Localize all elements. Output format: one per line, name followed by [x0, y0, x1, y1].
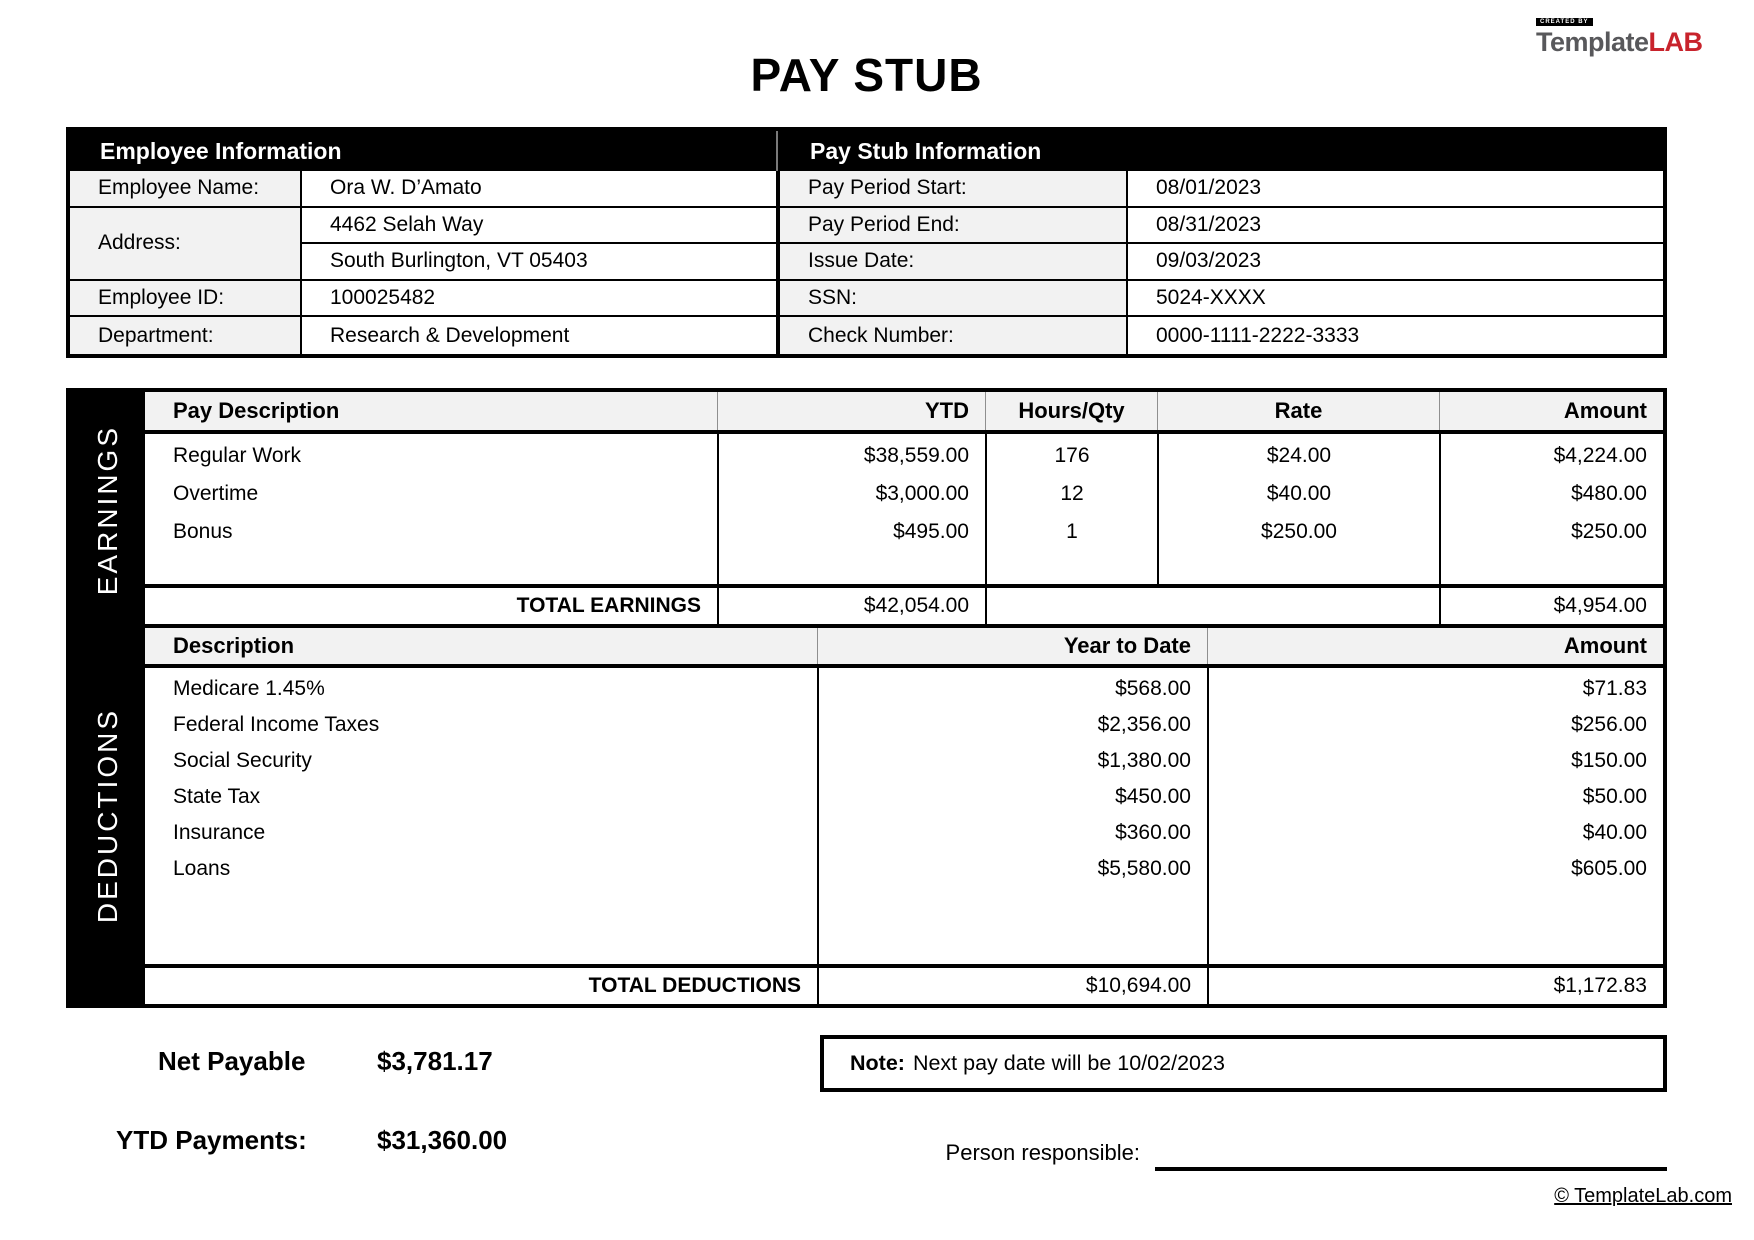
period-start-value: 08/01/2023: [1128, 171, 1663, 208]
earnings-row-amount: $480.00: [1571, 482, 1647, 505]
total-earnings-amount: $4,954.00: [1439, 588, 1663, 624]
table-content: [145, 392, 1663, 1004]
deductions-section-tab: [70, 628, 145, 1004]
deductions-header-row: [145, 624, 1663, 668]
earnings-section-label: EARNINGS: [91, 424, 123, 596]
earnings-header-row: [145, 392, 1663, 434]
earnings-row-amount: $4,224.00: [1553, 444, 1647, 467]
earnings-row-description: Bonus: [173, 520, 233, 543]
deduction-row-description: Federal Income Taxes: [173, 713, 380, 736]
col-amount: Amount: [1439, 392, 1663, 430]
note-label: Note:: [850, 1051, 905, 1075]
paystub-information-grid: [780, 171, 1663, 354]
earnings-rate-column: [1157, 434, 1439, 584]
info-table-body: [70, 171, 1663, 354]
issue-date-label: Issue Date:: [780, 244, 1128, 281]
deduction-row-description: Social Security: [173, 749, 312, 772]
deduction-row-ytd: $2,356.00: [1097, 713, 1191, 736]
total-deductions-amount: $1,172.83: [1207, 968, 1663, 1004]
earnings-row-rate: $40.00: [1266, 482, 1332, 505]
address-line1-value: 4462 Selah Way: [302, 208, 776, 245]
address-line2-value: South Burlington, VT 05403: [302, 244, 776, 281]
note-text: Next pay date will be 10/02/2023: [912, 1051, 1225, 1075]
earnings-row-rate: $250.00: [1261, 520, 1337, 543]
deduction-row-ytd: $450.00: [1115, 785, 1191, 808]
earnings-row-description: Overtime: [173, 482, 259, 505]
deduction-row-ytd: $360.00: [1115, 821, 1191, 844]
deduction-row-amount: $605.00: [1571, 857, 1647, 880]
templatelab-copyright-link[interactable]: © TemplateLab.com: [1554, 1185, 1732, 1207]
col-ytd: YTD: [717, 392, 985, 430]
deductions-rows: [145, 668, 1663, 964]
net-payable-value: $3,781.17: [377, 1046, 493, 1076]
deduction-row-amount: $50.00: [1582, 785, 1647, 808]
info-table: [66, 127, 1667, 358]
employee-id-value: 100025482: [302, 281, 776, 318]
deduction-row-amount: $40.00: [1582, 821, 1647, 844]
earnings-row-ytd: $3,000.00: [875, 482, 969, 505]
department-value: Research & Development: [302, 317, 776, 354]
total-deductions-row: [145, 964, 1663, 1004]
page-title: PAY STUB: [750, 49, 983, 101]
logo-lab-text: LAB: [1648, 27, 1703, 57]
address-label: Address:: [70, 208, 302, 281]
employee-id-label: Employee ID:: [70, 281, 302, 318]
section-sidebar: [70, 392, 145, 1004]
earnings-row-ytd: $495.00: [893, 520, 969, 543]
earnings-row-rate: $24.00: [1266, 444, 1332, 467]
check-number-label: Check Number:: [780, 317, 1128, 354]
department-label: Department:: [70, 317, 302, 354]
earnings-section-tab: [70, 392, 145, 628]
period-end-label: Pay Period End:: [780, 208, 1128, 245]
paystub-information-header: Pay Stub Information: [810, 137, 1042, 164]
deduction-row-ytd: $5,580.00: [1097, 857, 1191, 880]
total-earnings-row: [145, 584, 1663, 624]
deduction-row-ytd: $1,380.00: [1097, 749, 1191, 772]
deduction-row-description: Loans: [173, 857, 231, 880]
deduction-row-description: Medicare 1.45%: [173, 677, 325, 700]
earnings-row-ytd: $38,559.00: [863, 444, 969, 467]
period-end-value: 08/31/2023: [1128, 208, 1663, 245]
ytd-payments-label: YTD Payments:: [116, 1125, 307, 1155]
deductions-description-column: [145, 668, 817, 964]
employee-information-header: Employee Information: [100, 137, 342, 164]
col-description: Description: [173, 633, 295, 658]
check-number-value: 0000-1111-2222-3333: [1128, 317, 1663, 354]
earnings-row-description: Regular Work: [173, 444, 301, 467]
employee-name-value: Ora W. D’Amato: [302, 171, 776, 208]
deductions-section-label: DEDUCTIONS: [91, 708, 123, 924]
deduction-row-description: Insurance: [173, 821, 266, 844]
earnings-row-amount: $250.00: [1571, 520, 1647, 543]
total-deductions-label: TOTAL DEDUCTIONS: [588, 974, 801, 997]
deductions-ytd-column: [817, 668, 1207, 964]
col-deduction-amount: Amount: [1207, 628, 1663, 664]
earnings-ytd-column: [717, 434, 985, 584]
earnings-amount-column: [1439, 434, 1663, 584]
ssn-value: 5024-XXXX: [1128, 281, 1663, 318]
signature-line: [1155, 1167, 1667, 1171]
deductions-amount-column: [1207, 668, 1663, 964]
earnings-hours-column: [985, 434, 1157, 584]
person-responsible-label: Person responsible:: [945, 1140, 1140, 1165]
earnings-deductions-table: [66, 388, 1667, 1008]
earnings-row-hours: 12: [1060, 482, 1084, 505]
deduction-row-amount: $150.00: [1571, 749, 1647, 772]
col-hours-qty: Hours/Qty: [985, 392, 1157, 430]
employee-name-label: Employee Name:: [70, 171, 302, 208]
deduction-row-description: State Tax: [173, 785, 261, 808]
ytd-payments-value: $31,360.00: [377, 1125, 508, 1155]
info-table-header: [70, 131, 1663, 171]
created-by-badge: CREATED BY: [1536, 18, 1593, 26]
col-year-to-date: Year to Date: [817, 628, 1207, 664]
deduction-row-ytd: $568.00: [1115, 677, 1191, 700]
earnings-description-column: [145, 434, 717, 584]
ssn-label: SSN:: [780, 281, 1128, 318]
logo-template-text: Template: [1536, 27, 1649, 57]
col-pay-description: Pay Description: [173, 398, 340, 423]
note-box: [820, 1035, 1667, 1092]
period-start-label: Pay Period Start:: [780, 171, 1128, 208]
deduction-row-amount: $71.83: [1582, 677, 1647, 700]
employee-information-grid: [70, 171, 776, 354]
issue-date-value: 09/03/2023: [1128, 244, 1663, 281]
total-earnings-label: TOTAL EARNINGS: [516, 594, 701, 617]
total-earnings-spacer: [985, 588, 1439, 624]
col-rate: Rate: [1157, 392, 1439, 430]
earnings-row-hours: 176: [1054, 444, 1090, 467]
earnings-rows: [145, 434, 1663, 584]
total-deductions-ytd: $10,694.00: [817, 968, 1207, 1004]
deduction-row-amount: $256.00: [1571, 713, 1647, 736]
total-earnings-ytd: $42,054.00: [717, 588, 985, 624]
net-payable-label: Net Payable: [158, 1046, 306, 1076]
earnings-row-hours: 1: [1066, 520, 1078, 543]
